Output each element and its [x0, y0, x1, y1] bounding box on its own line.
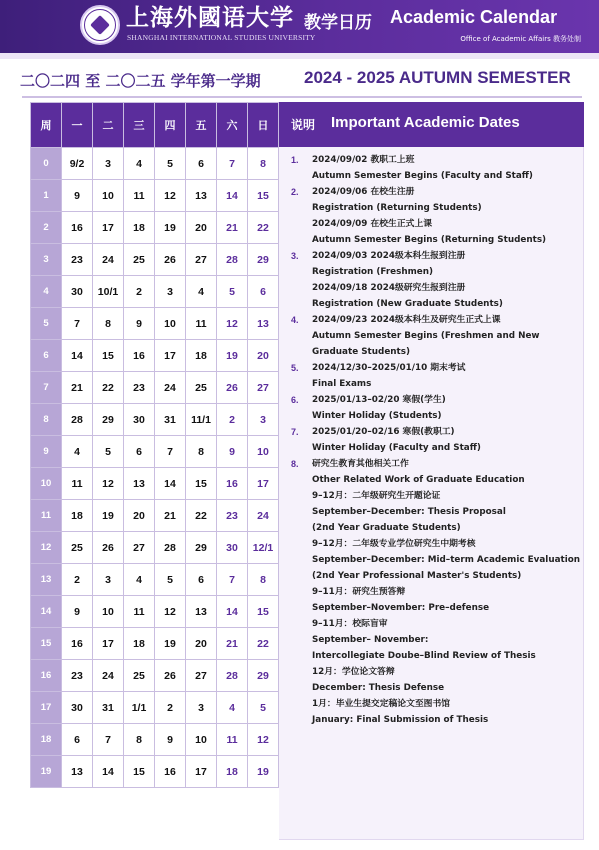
day-cell: 25 [62, 532, 93, 564]
note-line: Other Related Work of Graduate Education [312, 475, 525, 485]
calendar-week-row [31, 468, 279, 500]
day-cell: 11/1 [186, 404, 217, 436]
header-stripe [0, 53, 599, 59]
day-cell: 10/1 [93, 276, 124, 308]
day-cell: 24 [93, 244, 124, 276]
day-cell: 17 [93, 628, 124, 660]
day-cell: 23 [62, 660, 93, 692]
seal-core-icon [90, 15, 110, 35]
university-name-en: SHANGHAI INTERNATIONAL STUDIES UNIVERSITY [127, 33, 316, 42]
weekend-day-cell: 18 [217, 756, 248, 788]
day-cell: 17 [186, 756, 217, 788]
weekend-day-cell: 7 [217, 564, 248, 596]
day-cell: 25 [124, 244, 155, 276]
week-number: 2 [31, 212, 62, 244]
note-line: September–November: Pre–defense [312, 603, 490, 613]
week-number: 8 [31, 404, 62, 436]
notes-list [291, 152, 581, 728]
notes-header [279, 102, 584, 147]
note-line: 2024/09/02 教职工上班 [312, 155, 415, 165]
day-cell: 5 [155, 564, 186, 596]
note-number: 5. [291, 363, 299, 373]
day-cell: 31 [93, 692, 124, 724]
week-number: 12 [31, 532, 62, 564]
note-line: Winter Holiday (Faculty and Staff) [312, 443, 481, 453]
weekend-day-cell: 23 [217, 500, 248, 532]
week-number: 17 [31, 692, 62, 724]
note-item [291, 152, 581, 184]
weekend-day-cell: 6 [248, 276, 279, 308]
note-line: 2025/01/20–02/16 寒假(教职工) [312, 427, 455, 437]
calendar-week-row [31, 564, 279, 596]
note-number: 6. [291, 395, 299, 405]
day-cell: 9 [62, 180, 93, 212]
day-cell: 11 [124, 596, 155, 628]
notes-title-en: Important Academic Dates [331, 114, 520, 131]
day-cell: 8 [124, 724, 155, 756]
day-cell: 14 [93, 756, 124, 788]
day-cell: 5 [155, 148, 186, 180]
day-cell: 25 [124, 660, 155, 692]
day-cell: 2 [155, 692, 186, 724]
note-line: 1月：毕业生提交定稿论文至图书馆 [312, 699, 451, 709]
note-line: Final Exams [312, 379, 372, 389]
note-line: 2025/01/13–02/20 寒假(学生) [312, 395, 446, 405]
note-item [291, 360, 581, 392]
week-number: 19 [31, 756, 62, 788]
weekend-day-cell: 9 [217, 436, 248, 468]
note-line: 9–12月：二年级研究生开题论证 [312, 491, 441, 501]
calendar-header-row [31, 103, 279, 148]
note-line: 2024/09/03 2024级本科生报到注册 [312, 251, 466, 261]
day-cell: 14 [155, 468, 186, 500]
note-line: Registration (Returning Students) [312, 203, 482, 213]
day-cell: 10 [93, 596, 124, 628]
week-number: 11 [31, 500, 62, 532]
weekend-day-cell: 19 [248, 756, 279, 788]
weekend-day-cell: 12/1 [248, 532, 279, 564]
day-cell: 11 [124, 180, 155, 212]
day-cell: 19 [93, 500, 124, 532]
day-cell: 29 [93, 404, 124, 436]
university-name-cn: 上海外國语大学 [126, 4, 294, 31]
day-cell: 27 [186, 660, 217, 692]
day-cell: 9 [155, 724, 186, 756]
day-cell: 28 [62, 404, 93, 436]
calendar-week-row [31, 180, 279, 212]
day-cell: 18 [124, 628, 155, 660]
weekend-day-cell: 8 [248, 148, 279, 180]
day-cell: 3 [93, 148, 124, 180]
calendar-title-cn: 教学日历 [304, 13, 372, 33]
weekday-header: 二 [93, 103, 124, 148]
note-line: Registration (Freshmen) [312, 267, 434, 277]
weekend-day-cell: 12 [248, 724, 279, 756]
semester-title-en: 2024 - 2025 AUTUMN SEMESTER [304, 68, 571, 87]
day-cell: 13 [62, 756, 93, 788]
day-cell: 4 [124, 148, 155, 180]
seal-ring [84, 9, 116, 41]
note-number: 7. [291, 427, 299, 437]
note-number: 1. [291, 155, 299, 165]
week-number: 6 [31, 340, 62, 372]
note-line: 9–11月：校际盲审 [312, 619, 388, 629]
calendar-table [30, 102, 279, 788]
day-cell: 18 [186, 340, 217, 372]
day-cell: 29 [186, 532, 217, 564]
day-cell: 16 [155, 756, 186, 788]
day-cell: 18 [124, 212, 155, 244]
day-cell: 8 [186, 436, 217, 468]
note-item [291, 184, 581, 248]
week-number: 4 [31, 276, 62, 308]
day-cell: 20 [124, 500, 155, 532]
day-cell: 6 [124, 436, 155, 468]
university-seal-logo [80, 5, 120, 45]
day-cell: 5 [93, 436, 124, 468]
weekend-day-cell: 7 [217, 148, 248, 180]
day-cell: 9/2 [62, 148, 93, 180]
day-cell: 17 [93, 212, 124, 244]
note-line: September–December: Mid–term Academic Evaluation (2nd Year Professional Master's Students) [312, 555, 581, 581]
semester-title-cn: 二〇二四 至 二〇二五 学年第一学期 [20, 72, 261, 90]
day-cell: 19 [155, 628, 186, 660]
calendar-week-row [31, 340, 279, 372]
note-item [291, 312, 581, 360]
day-cell: 3 [93, 564, 124, 596]
week-number: 10 [31, 468, 62, 500]
note-item [291, 248, 581, 312]
weekday-header: 六 [217, 103, 248, 148]
note-item [291, 424, 581, 456]
note-line: 2024/09/18 2024级研究生报到注册 [312, 283, 466, 293]
day-cell: 22 [186, 500, 217, 532]
calendar-week-row [31, 500, 279, 532]
week-number: 13 [31, 564, 62, 596]
weekend-day-cell: 3 [248, 404, 279, 436]
day-cell: 30 [124, 404, 155, 436]
note-line: Winter Holiday (Students) [312, 411, 442, 421]
day-cell: 26 [155, 660, 186, 692]
weekend-day-cell: 21 [217, 212, 248, 244]
weekend-day-cell: 4 [217, 692, 248, 724]
weekend-day-cell: 26 [217, 372, 248, 404]
day-cell: 20 [186, 212, 217, 244]
day-cell: 2 [124, 276, 155, 308]
weekday-header: 一 [62, 103, 93, 148]
calendar-week-row [31, 436, 279, 468]
day-cell: 20 [186, 628, 217, 660]
day-cell: 10 [93, 180, 124, 212]
day-cell: 16 [62, 212, 93, 244]
day-cell: 28 [155, 532, 186, 564]
week-number: 3 [31, 244, 62, 276]
day-cell: 23 [124, 372, 155, 404]
day-cell: 6 [62, 724, 93, 756]
weekend-day-cell: 5 [248, 692, 279, 724]
weekend-day-cell: 14 [217, 596, 248, 628]
day-cell: 4 [186, 276, 217, 308]
note-number: 4. [291, 315, 299, 325]
weekend-day-cell: 19 [217, 340, 248, 372]
calendar-week-row [31, 756, 279, 788]
day-cell: 16 [124, 340, 155, 372]
calendar-week-row [31, 308, 279, 340]
note-line: 2024/09/09 在校生正式上课 [312, 219, 433, 229]
calendar-week-row [31, 372, 279, 404]
calendar-week-row [31, 596, 279, 628]
day-cell: 30 [62, 276, 93, 308]
day-cell: 15 [93, 340, 124, 372]
day-cell: 1/1 [124, 692, 155, 724]
weekday-header: 五 [186, 103, 217, 148]
office-credit: Office of Academic Affairs 教务处制 [460, 35, 581, 43]
day-cell: 10 [155, 308, 186, 340]
week-number: 7 [31, 372, 62, 404]
weekend-day-cell: 13 [248, 308, 279, 340]
day-cell: 21 [62, 372, 93, 404]
weekend-day-cell: 24 [248, 500, 279, 532]
day-cell: 12 [155, 180, 186, 212]
day-cell: 7 [93, 724, 124, 756]
note-line: 2024/12/30–2025/01/10 期末考试 [312, 363, 466, 373]
note-line: Autumn Semester Begins (Returning Students) [312, 235, 547, 245]
note-line: 研究生教育其他相关工作 [312, 459, 409, 469]
note-line: Autumn Semester Begins (Freshmen and New Graduate Students) [312, 331, 540, 357]
day-cell: 21 [155, 500, 186, 532]
weekend-day-cell: 14 [217, 180, 248, 212]
day-cell: 19 [155, 212, 186, 244]
week-number: 14 [31, 596, 62, 628]
weekend-day-cell: 8 [248, 564, 279, 596]
weekend-day-cell: 29 [248, 244, 279, 276]
note-number: 2. [291, 187, 299, 197]
weekend-day-cell: 21 [217, 628, 248, 660]
day-cell: 3 [186, 692, 217, 724]
day-cell: 11 [62, 468, 93, 500]
weekend-day-cell: 12 [217, 308, 248, 340]
note-line: September– November: [312, 635, 429, 645]
weekend-day-cell: 15 [248, 596, 279, 628]
calendar-week-row [31, 724, 279, 756]
week-number: 18 [31, 724, 62, 756]
weekend-day-cell: 20 [248, 340, 279, 372]
day-cell: 12 [155, 596, 186, 628]
day-cell: 6 [186, 564, 217, 596]
note-line: 9–11月：研究生预答辩 [312, 587, 406, 597]
note-number: 8. [291, 459, 299, 469]
note-line: (2nd Year Graduate Students) [312, 523, 461, 533]
week-number: 0 [31, 148, 62, 180]
week-number: 9 [31, 436, 62, 468]
calendar-week-row [31, 244, 279, 276]
day-cell: 26 [155, 244, 186, 276]
day-cell: 14 [62, 340, 93, 372]
note-line: Autumn Semester Begins (Faculty and Staff) [312, 171, 533, 181]
week-number: 5 [31, 308, 62, 340]
weekend-day-cell: 30 [217, 532, 248, 564]
note-line: 2024/09/06 在校生注册 [312, 187, 415, 197]
calendar-week-row [31, 404, 279, 436]
calendar-week-row [31, 276, 279, 308]
day-cell: 27 [124, 532, 155, 564]
day-cell: 25 [186, 372, 217, 404]
day-cell: 24 [93, 660, 124, 692]
day-cell: 10 [186, 724, 217, 756]
weekend-day-cell: 22 [248, 628, 279, 660]
weekday-header: 四 [155, 103, 186, 148]
note-line: September–December: Thesis Proposal [312, 507, 506, 517]
day-cell: 13 [186, 596, 217, 628]
weekend-day-cell: 2 [217, 404, 248, 436]
weekend-day-cell: 16 [217, 468, 248, 500]
day-cell: 26 [93, 532, 124, 564]
day-cell: 13 [124, 468, 155, 500]
calendar-week-row [31, 148, 279, 180]
day-cell: 23 [62, 244, 93, 276]
weekend-day-cell: 22 [248, 212, 279, 244]
weekend-day-cell: 11 [217, 724, 248, 756]
day-cell: 30 [62, 692, 93, 724]
day-cell: 22 [93, 372, 124, 404]
calendar-week-row [31, 628, 279, 660]
weekend-day-cell: 17 [248, 468, 279, 500]
calendar-week-row [31, 692, 279, 724]
weekend-day-cell: 28 [217, 660, 248, 692]
weekend-day-cell: 10 [248, 436, 279, 468]
day-cell: 7 [155, 436, 186, 468]
weekend-day-cell: 27 [248, 372, 279, 404]
day-cell: 15 [186, 468, 217, 500]
note-number: 3. [291, 251, 299, 261]
day-cell: 15 [124, 756, 155, 788]
day-cell: 9 [62, 596, 93, 628]
day-cell: 17 [155, 340, 186, 372]
note-item [291, 392, 581, 424]
day-cell: 16 [62, 628, 93, 660]
note-line: 9–12月：二年级专业学位研究生中期考核 [312, 539, 476, 549]
weekday-header: 三 [124, 103, 155, 148]
calendar-title-en: Academic Calendar [390, 7, 558, 27]
weekend-day-cell: 5 [217, 276, 248, 308]
note-line: 2024/09/23 2024级本科生及研究生正式上课 [312, 315, 501, 325]
day-cell: 12 [93, 468, 124, 500]
day-cell: 8 [93, 308, 124, 340]
note-line: January: Final Submission of Thesis [312, 715, 489, 725]
week-number: 16 [31, 660, 62, 692]
day-cell: 4 [62, 436, 93, 468]
calendar-body [31, 148, 279, 788]
day-cell: 4 [124, 564, 155, 596]
day-cell: 2 [62, 564, 93, 596]
notes-panel [279, 147, 584, 840]
calendar-week-row [31, 212, 279, 244]
day-cell: 6 [186, 148, 217, 180]
day-cell: 13 [186, 180, 217, 212]
day-cell: 11 [186, 308, 217, 340]
day-cell: 27 [186, 244, 217, 276]
notes-title-cn: 说明 [291, 118, 316, 132]
day-cell: 9 [124, 308, 155, 340]
day-cell: 18 [62, 500, 93, 532]
day-cell: 24 [155, 372, 186, 404]
semester-divider [22, 96, 582, 98]
weekend-day-cell: 28 [217, 244, 248, 276]
note-line: Registration (New Graduate Students) [312, 299, 503, 309]
header-banner [0, 0, 599, 53]
day-cell: 31 [155, 404, 186, 436]
day-cell: 7 [62, 308, 93, 340]
note-line: 12月：学位论文答辩 [312, 667, 395, 677]
weekend-day-cell: 29 [248, 660, 279, 692]
weekday-header: 日 [248, 103, 279, 148]
weekend-day-cell: 15 [248, 180, 279, 212]
calendar-week-row [31, 660, 279, 692]
semester-title [0, 64, 599, 98]
week-number: 15 [31, 628, 62, 660]
week-number: 1 [31, 180, 62, 212]
calendar-week-row [31, 532, 279, 564]
note-item [291, 456, 581, 728]
day-cell: 3 [155, 276, 186, 308]
note-line: December: Thesis Defense [312, 683, 445, 693]
week-column-header: 周 [31, 103, 62, 148]
note-line: Intercollegiate Doube–Blind Review of Thesis [312, 651, 536, 661]
